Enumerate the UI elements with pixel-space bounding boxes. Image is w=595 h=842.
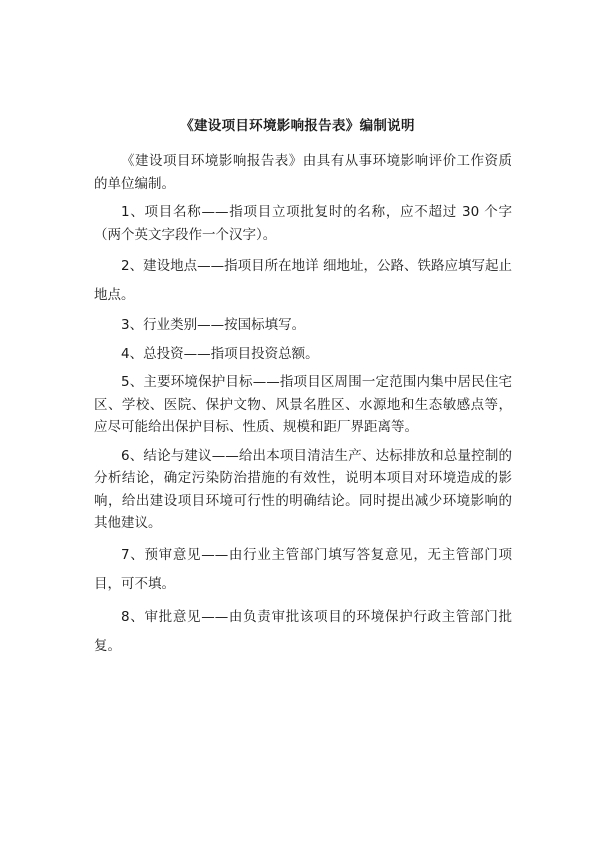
paragraph-item-2: 2、建设地点——指项目所在地详 细地址，公路、铁路应填写起止地点。 — [94, 258, 512, 303]
paragraph-item-5: 5、主要环境保护目标——指项目区周围一定范围内集中居民住宅区、学校、医院、保护文物、风景名胜区、水源地和生态敏感点等，应尽可能给出保护目标、性质、规模和距厂界距离等。 — [94, 374, 512, 435]
paragraph-item-3: 3、行业类别——按国标填写。 — [121, 317, 306, 333]
paragraph-item-4: 4、总投资——指项目投资总额。 — [121, 345, 319, 362]
paragraph-item-6: 6、结论与建议——给出本项目清洁生产、达标排放和总量控制的分析结论，确定污染防治措施的有效性，说明本项目对环境造成的影响，给出建设项目环境可行性的明确结论。同时提出减少环境影响的其他建议。 — [94, 447, 512, 531]
paragraph-intro: 《建设项目环境影响报告表》由具有从事环境影响评价工作资质的单位编制。 — [94, 153, 512, 192]
paragraph-item-8: 8、审批意见——由负责审批该项目的环境保护行政主管部门批复。 — [94, 608, 512, 654]
document-title: 《建设项目环境影响报告表》编制说明 — [180, 118, 415, 134]
paragraph-item-1: 1、项目名称——指项目立项批复时的名称，应不超过 30 个字（两个英文字段作一个汉字）。 — [94, 204, 512, 243]
paragraph-item-7: 7、预审意见——由行业主管部门填写答复意见，无主管部门项目，可不填。 — [94, 546, 512, 592]
document-body — [94, 150, 512, 665]
